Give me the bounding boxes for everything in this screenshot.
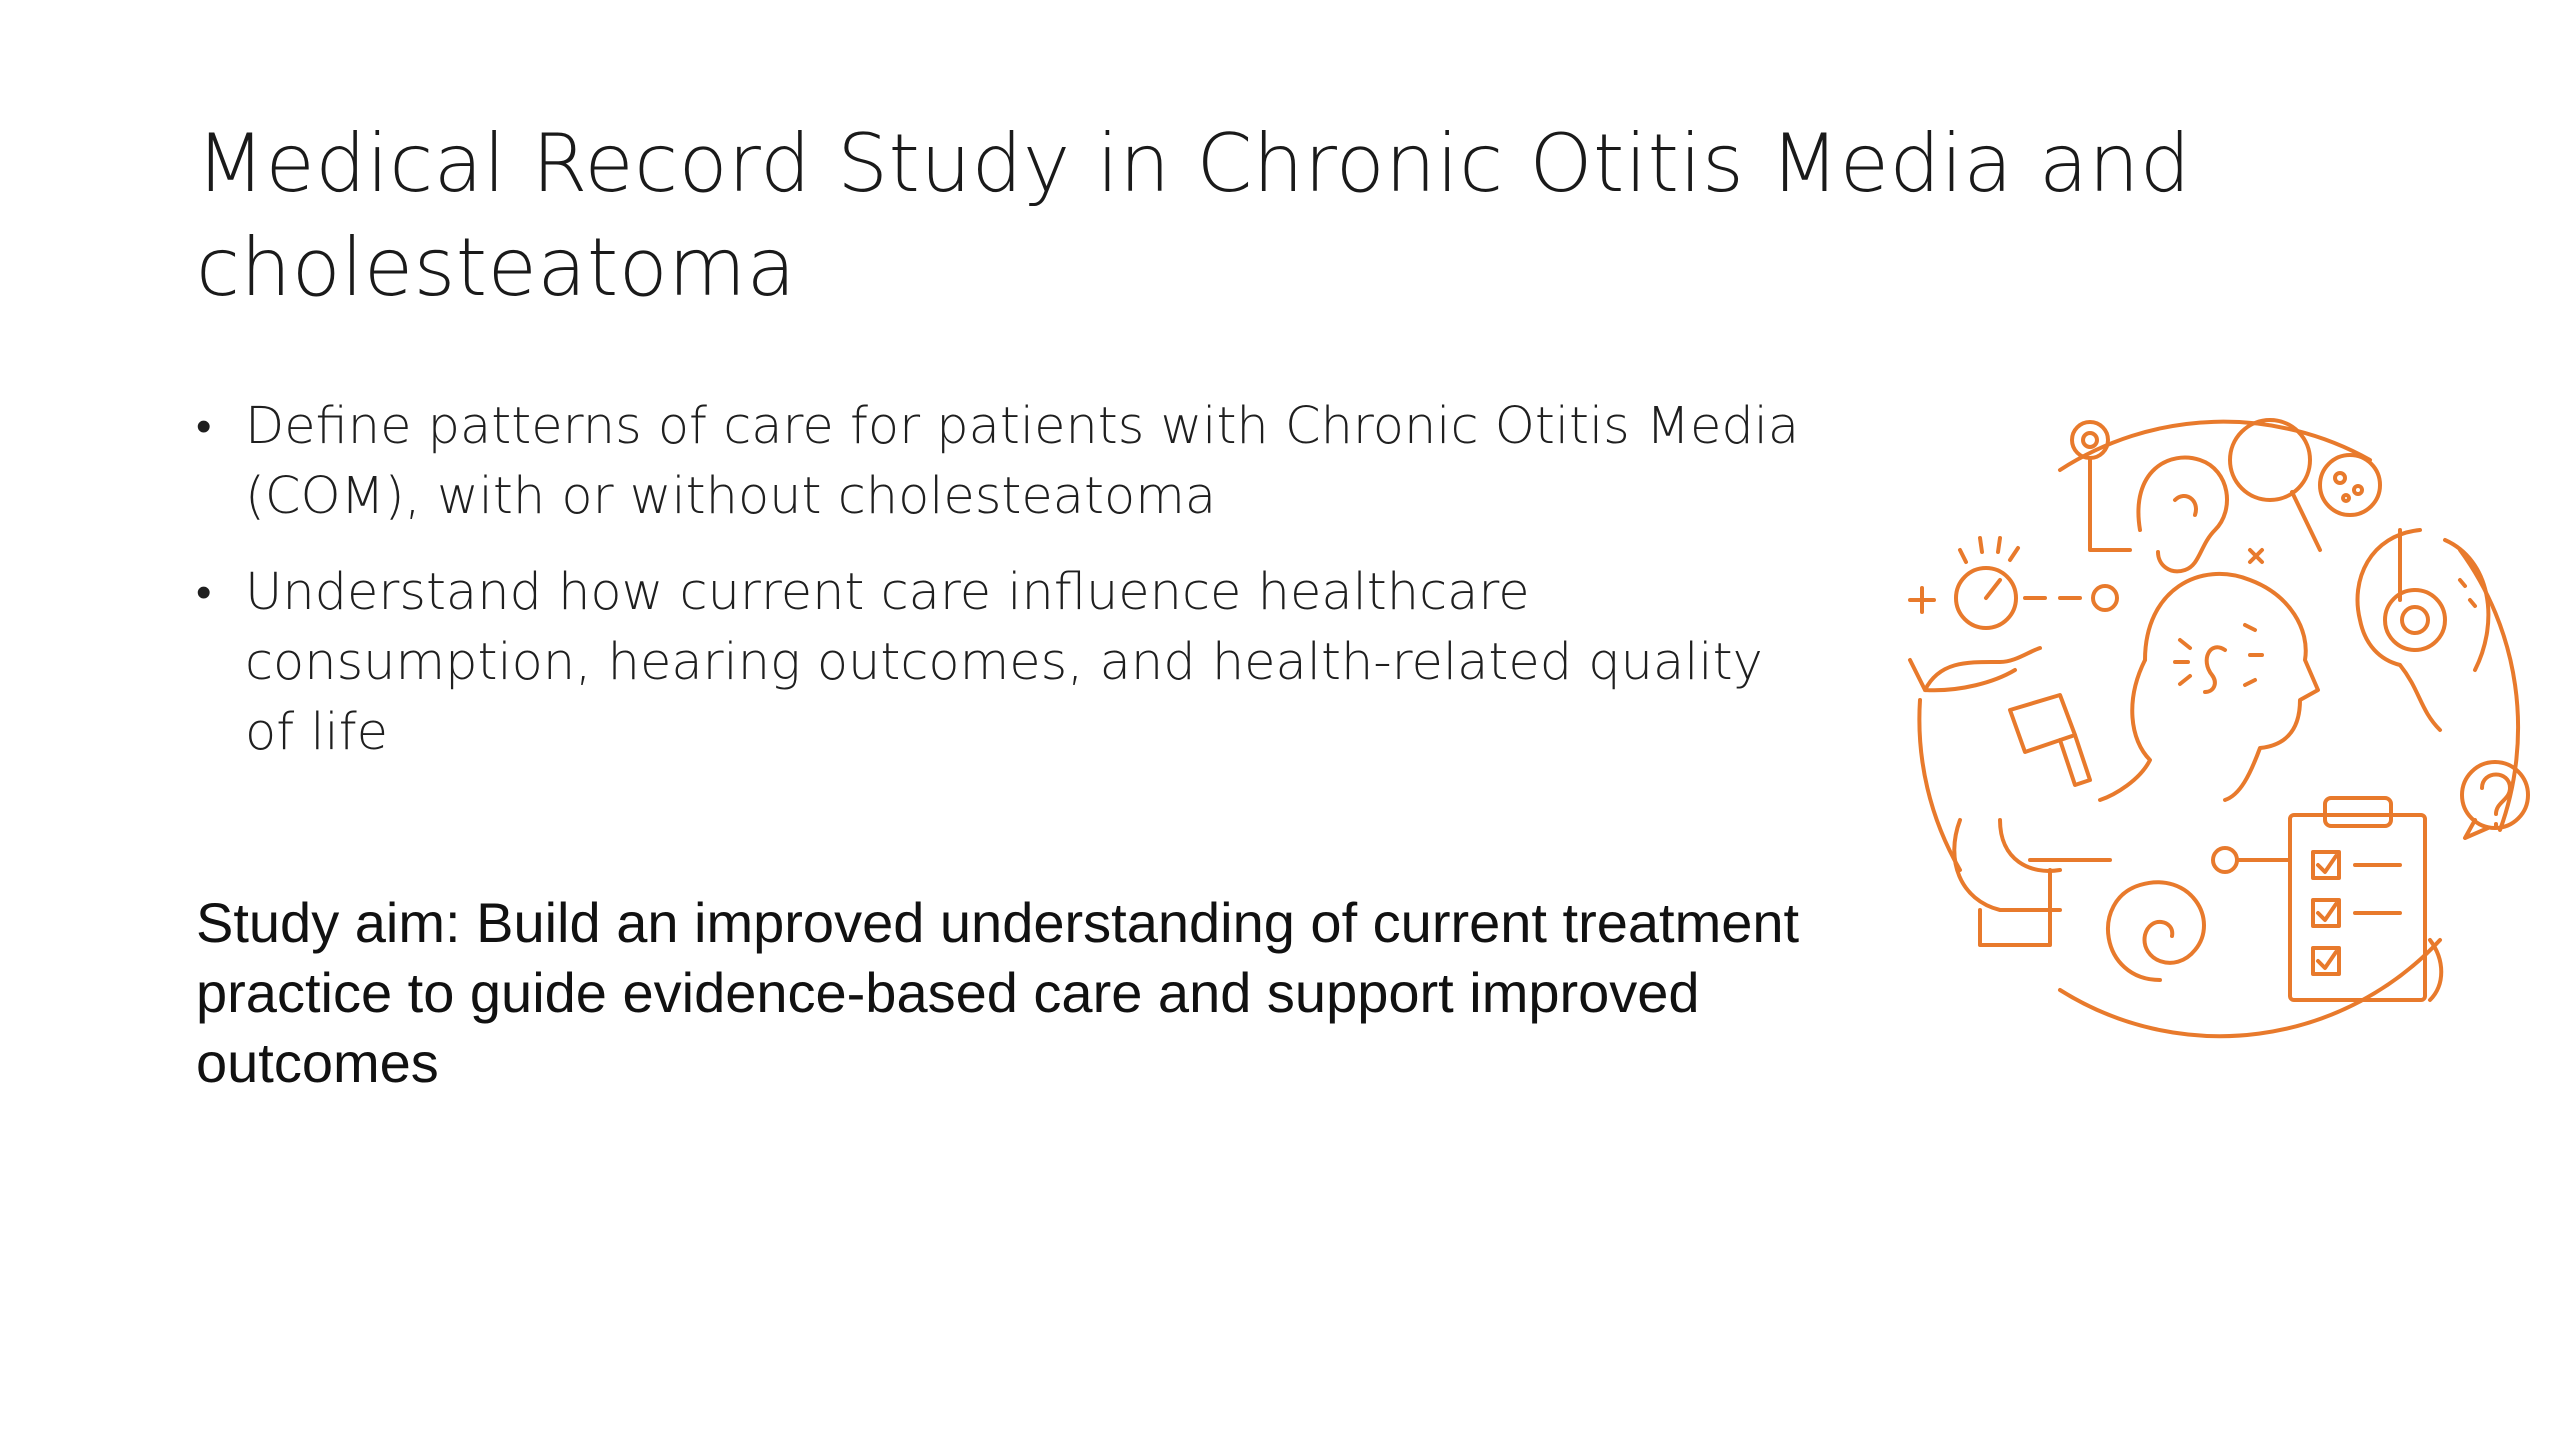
illustration-svg <box>1900 400 2540 1040</box>
bullet-text: Understand how current care influence healthcare consumption, hearing outcomes, and health-related quality of life <box>245 563 1763 762</box>
study-aim: Study aim: Build an improved understanding of current treatment practice to guide evidence-based care and support improved outcomes <box>196 891 1800 1094</box>
bullet-list <box>196 392 1816 794</box>
bullet-item <box>196 558 1816 768</box>
ear-health-illustration-icon <box>1900 400 2540 1040</box>
bullet-item <box>196 392 1816 532</box>
slide-title: Medical Record Study in Chronic Otitis Media and cholesteatoma <box>196 117 2191 314</box>
bullet-dot: • <box>196 401 212 452</box>
bullet-text: Define patterns of care for patients with Chronic Otitis Media (COM), with or without cholesteatoma <box>245 397 1800 526</box>
bullet-dot: • <box>196 567 212 618</box>
